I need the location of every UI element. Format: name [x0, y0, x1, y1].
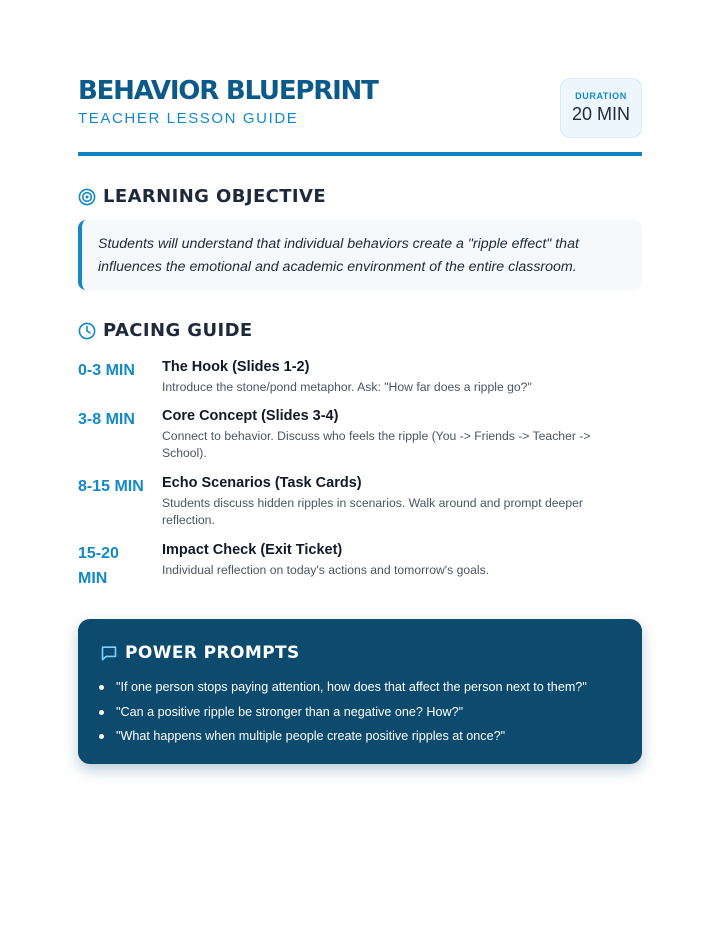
- chat-bubble-icon: [100, 644, 118, 662]
- duration-badge: [560, 78, 642, 138]
- prompts-list: [98, 675, 618, 749]
- pacing-heading-text: PACING GUIDE: [103, 320, 253, 341]
- power-prompts-panel: [78, 619, 642, 764]
- duration-value: 20 MIN: [571, 104, 631, 124]
- pacing-desc: Individual reflection on today's actions and tomorrow's goals.: [162, 563, 490, 577]
- header-divider: [78, 152, 642, 156]
- pacing-time: 15-20 MIN: [78, 545, 119, 587]
- pacing-step: Echo Scenarios (Task Cards): [162, 475, 362, 491]
- pacing-desc: Students discuss hidden ripples in scenarios. Walk around and prompt deeper reflection.: [162, 496, 583, 527]
- objective-text: Students will understand that individual behaviors create a "ripple effect" that influences the emotional and academic environment of the entire classroom.: [98, 236, 579, 275]
- duration-label: DURATION: [575, 91, 627, 101]
- pacing-desc: Introduce the stone/pond metaphor. Ask: "How far does a ripple go?": [162, 380, 532, 394]
- pacing-time: 0-3 MIN: [78, 362, 135, 379]
- pacing-time: 8-15 MIN: [78, 478, 144, 495]
- page-title: BEHAVIOR BLUEPRINT: [78, 76, 378, 106]
- prompt-item: "What happens when multiple people create positive ripples at once?": [98, 724, 618, 749]
- prompt-item: "Can a positive ripple be stronger than a negative one? How?": [98, 700, 618, 725]
- objective-callout: [78, 220, 642, 290]
- objective-heading: [78, 186, 326, 207]
- prompt-item: "If one person stops paying attention, how does that affect the person next to them?": [98, 675, 618, 700]
- header: [78, 0, 642, 156]
- pacing-heading: [78, 320, 253, 341]
- page-subtitle: TEACHER LESSON GUIDE: [78, 110, 299, 127]
- pacing-step: The Hook (Slides 1-2): [162, 359, 310, 375]
- pacing-step: Impact Check (Exit Ticket): [162, 542, 343, 558]
- pacing-step: Core Concept (Slides 3-4): [162, 408, 339, 424]
- prompts-heading: [100, 643, 300, 663]
- pacing-desc: Connect to behavior. Discuss who feels the ripple (You -> Friends -> Teacher -> School).: [162, 429, 591, 460]
- target-icon: [78, 188, 96, 206]
- pacing-time: 3-8 MIN: [78, 411, 135, 428]
- objective-heading-text: LEARNING OBJECTIVE: [103, 186, 327, 207]
- lesson-guide-page: [78, 0, 642, 743]
- prompts-heading-text: POWER PROMPTS: [125, 643, 300, 663]
- clock-icon: [78, 322, 96, 340]
